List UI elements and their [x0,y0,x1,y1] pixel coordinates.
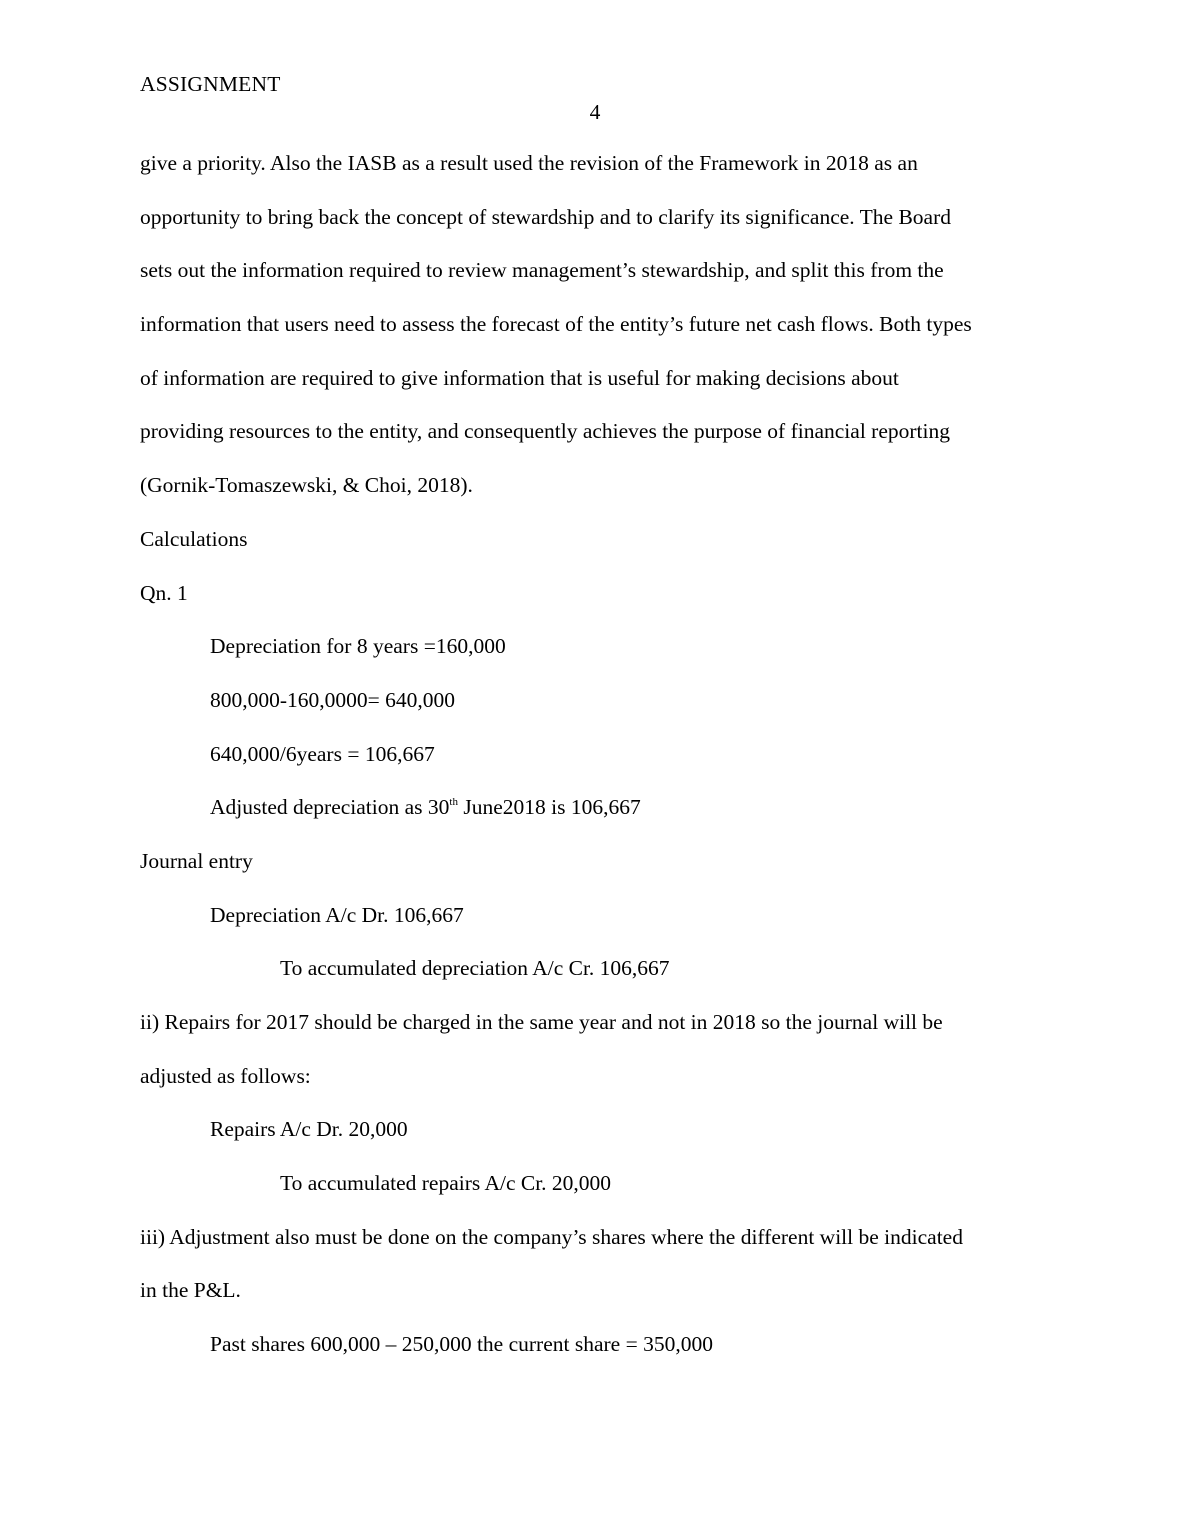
section-heading-calculations: Calculations [140,526,248,551]
paragraph-line: opportunity to bring back the concept of stewardship and to clarify its significance. The Board [140,204,952,229]
running-head: ASSIGNMENT [140,72,281,96]
page-number: 4 [589,100,601,124]
repairs-credit-line: To accumulated repairs A/c Cr. 20,000 [280,1171,612,1196]
paragraph-line: of information are required to give information that is useful for making decisions about [140,365,899,390]
paragraph-line: (Gornik-Tomaszewski, & Choi, 2018). [140,473,473,498]
paragraph-line: iii) Adjustment also must be done on the company’s shares where the different will be indicated [140,1224,963,1249]
journal-credit-line: To accumulated depreciation A/c Cr. 106,667 [280,956,670,981]
journal-debit-line: Depreciation A/c Dr. 106,667 [210,902,464,927]
ordinal-superscript: th [449,796,458,809]
adjusted-depreciation-line [140,781,1070,835]
adjusted-text-after: June2018 is 106,667 [457,795,641,820]
paragraph-line: in the P&L. [140,1278,241,1303]
repairs-debit-line: Repairs A/c Dr. 20,000 [210,1117,408,1142]
shares-calculation-line: Past shares 600,000 – 250,000 the current share = 350,000 [210,1332,713,1357]
calculation-line: 640,000/6years = 106,667 [210,741,435,766]
paragraph-line: give a priority. Also the IASB as a result used the revision of the Framework in 2018 as an [140,151,918,175]
paragraph-line: information that users need to assess the forecast of the entity’s future net cash flows. Both types [140,312,972,337]
paragraph-line: sets out the information required to review management’s stewardship, and split this from the [140,258,944,283]
question-label: Qn. 1 [140,580,188,605]
paragraph-line: providing resources to the entity, and consequently achieves the purpose of financial reporting [140,419,950,444]
section-heading-journal-entry: Journal entry [140,848,253,873]
calculation-line: 800,000-160,0000= 640,000 [210,687,456,712]
paragraph-line: adjusted as follows: [140,1063,311,1088]
adjusted-text-before: Adjusted depreciation as 30 [210,795,450,820]
body-text [140,137,1070,1372]
calculation-line: Depreciation for 8 years =160,000 [210,634,506,659]
paragraph-line: ii) Repairs for 2017 should be charged in the same year and not in 2018 so the journal will be [140,1010,943,1034]
